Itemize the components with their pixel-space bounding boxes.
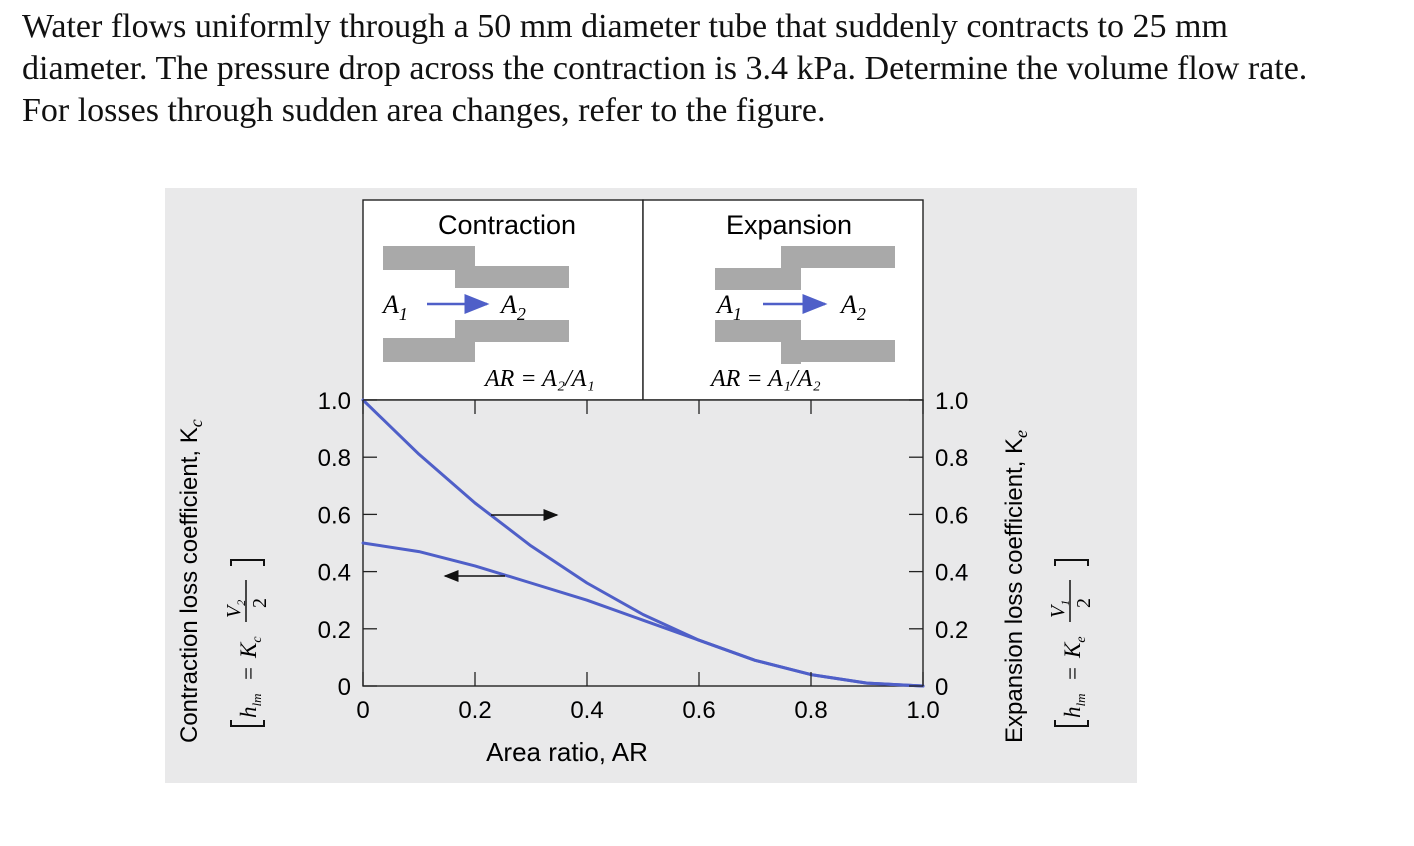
contraction-title: Contraction	[437, 210, 577, 240]
svg-text:V1: $V_1$	[1047, 599, 1072, 618]
expansion-a2-label: $A_2$	[841, 290, 866, 324]
x-tick-label: 0.2	[458, 697, 492, 724]
expansion-title: Expansion	[725, 210, 853, 240]
right-y-tick-label: 0	[935, 674, 949, 701]
svg-text:Kc: $K_c$	[236, 636, 265, 658]
x-tick-label: 1.0	[906, 697, 940, 724]
contraction-a1-label: $A_1$	[383, 290, 408, 324]
svg-text:V2: $V_2$	[223, 599, 248, 618]
svg-text:=: =	[236, 667, 261, 680]
right-axis-title: Expansion loss coefficient, $K_e$	[1001, 429, 1031, 743]
left-y-tick-label: 0.6	[317, 502, 351, 530]
expansion-a1-label: $A_1$	[717, 290, 742, 324]
svg-text:=: =	[1060, 667, 1085, 680]
plot-area	[363, 400, 923, 686]
right-y-tick-label: 0.8	[935, 445, 969, 473]
svg-text:hlm: $h_{lm}$	[236, 693, 264, 718]
right-y-tick-label: 0.6	[935, 502, 969, 530]
contraction-ar-label: AR = A₂/A₁	[485, 366, 595, 392]
left-y-tick-label: 0	[337, 674, 351, 701]
x-tick-label: 0.4	[570, 697, 604, 724]
right-y-tick-label: 0.2	[935, 616, 969, 644]
x-tick-label: 0	[356, 697, 370, 724]
left-formula	[223, 560, 271, 726]
svg-text:Ke: $K_e$	[1060, 636, 1089, 658]
left-y-tick-label: 0.4	[317, 559, 351, 587]
problem-statement: Water flows uniformly through a 50 mm diameter tube that suddenly contracts to 25 mm diameter. The pressure drop across the contraction is 3.4 kPa. Determine the volume flow rate. For losses through sudden area changes, refer to the figure.	[22, 8, 1308, 129]
expansion-ar-label: AR = A₁/A₂	[711, 366, 821, 392]
x-tick-label: 0.6	[682, 697, 716, 724]
contraction-a2-label: $A_2$	[501, 290, 526, 324]
loss-coefficient-figure	[165, 188, 1137, 783]
loss-coefficient-chart	[165, 188, 1137, 783]
x-tick-label: 0.8	[794, 697, 828, 724]
right-formula	[1047, 560, 1095, 726]
right-y-tick-label: 0.4	[935, 559, 969, 587]
left-y-tick-label: 0.2	[317, 616, 351, 644]
x-axis-title: Area ratio, AR	[486, 737, 648, 767]
svg-text:2: 2	[1073, 598, 1095, 608]
left-y-tick-label: 0.8	[317, 445, 351, 473]
right-y-tick-label: 1.0	[935, 388, 969, 415]
svg-text:hlm: $h_{lm}$	[1060, 693, 1088, 718]
svg-text:2: 2	[249, 598, 271, 608]
left-y-tick-label: 1.0	[317, 388, 351, 415]
left-axis-title: Contraction loss coefficient, $K_c$	[176, 419, 206, 743]
